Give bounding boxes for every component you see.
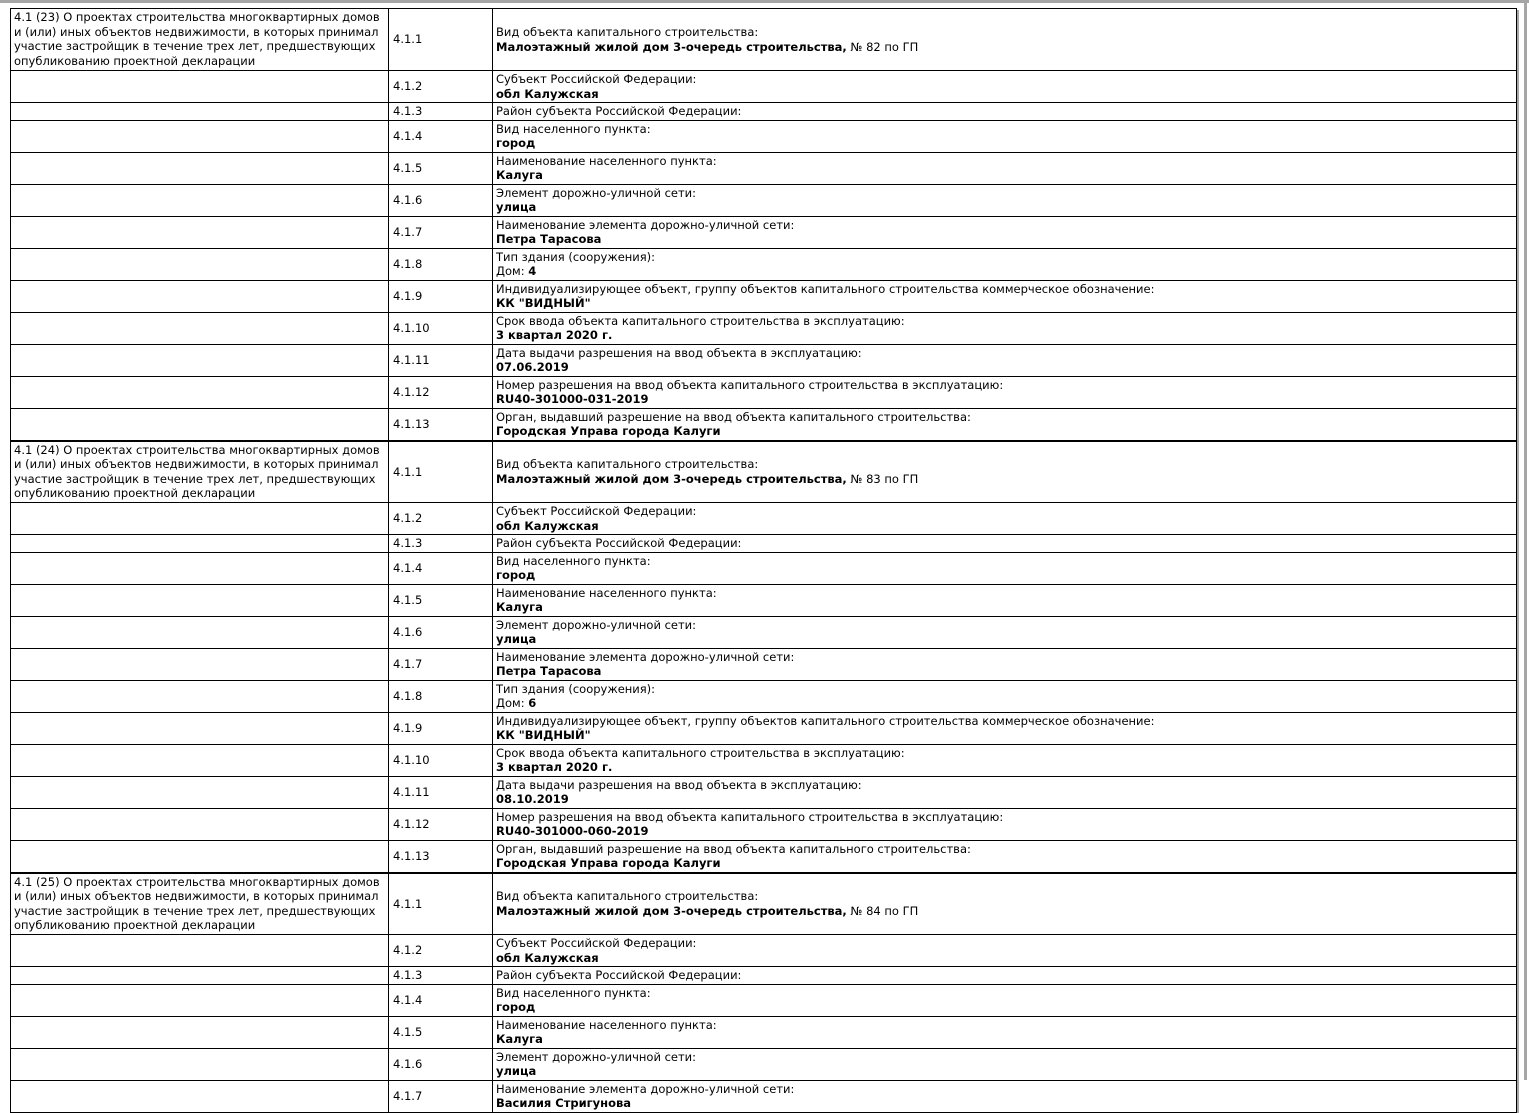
section-description-empty-cell [11, 1016, 389, 1048]
section-description-empty-cell [11, 935, 389, 967]
field-label: Элемент дорожно-уличной сети: [496, 617, 697, 632]
table-row [11, 584, 1517, 616]
field-value [496, 168, 1513, 183]
section-description-empty-cell [11, 840, 389, 873]
field-value [496, 904, 1513, 919]
field-label: Индивидуализирующее объект, группу объектов капитального строительства коммерческое обозначение: [496, 281, 1155, 296]
cropped-outer-table-top-edge [0, 0, 1529, 3]
field-value [496, 728, 1513, 743]
field-value-segment: № 84 по ГП [846, 903, 919, 918]
field-value [496, 296, 1513, 311]
row-number: 4.1.8 [389, 680, 493, 712]
field-value-bold-segment: город [496, 1000, 536, 1014]
table-row [11, 616, 1517, 648]
field-value-bold-segment: КК "ВИДНЫЙ" [496, 296, 591, 310]
section-description-empty-cell [11, 584, 389, 616]
section-description-empty-cell [11, 120, 389, 152]
field-label: Тип здания (сооружения): [496, 249, 656, 264]
section-description-empty-cell [11, 712, 389, 744]
field-value-bold-segment: Малоэтажный жилой дом 3-очередь строительства, [496, 471, 847, 486]
table-row [11, 408, 1517, 441]
field-value-segment: Дом: [496, 264, 529, 278]
field-label: Наименование населенного пункта: [496, 1017, 717, 1032]
table-row [11, 103, 1517, 121]
field-value [496, 40, 1513, 55]
row-number: 4.1.5 [389, 1016, 493, 1048]
row-number: 4.1.1 [389, 441, 493, 503]
row-number: 4.1.3 [389, 103, 493, 121]
field-value [496, 200, 1513, 215]
field-label: Наименование элемента дорожно-уличной сети: [496, 217, 795, 232]
row-number: 4.1.8 [389, 248, 493, 280]
field-label: Наименование элемента дорожно-уличной сети: [496, 649, 795, 664]
row-number: 4.1.6 [389, 1048, 493, 1080]
field-value-bold-segment: Петра Тарасова [496, 664, 602, 678]
table-row [11, 441, 1517, 503]
table-row [11, 680, 1517, 712]
section-description-empty-cell [11, 280, 389, 312]
row-content-cell [493, 680, 1517, 712]
section-description-empty-cell [11, 248, 389, 280]
field-value-bold-segment: Городская Управа города Калуги [496, 856, 721, 870]
section-description-empty-cell [11, 552, 389, 584]
row-content-cell [493, 376, 1517, 408]
field-value [496, 360, 1513, 375]
field-label: Вид объекта капитального строительства: [496, 457, 759, 472]
field-value-bold-segment: Калуга [496, 168, 543, 182]
table-row [11, 552, 1517, 584]
row-number: 4.1.2 [389, 71, 493, 103]
table-row [11, 9, 1517, 71]
field-value [496, 1096, 1513, 1111]
field-value-bold-segment: 6 [528, 696, 537, 710]
row-number: 4.1.6 [389, 616, 493, 648]
section-description-empty-cell [11, 776, 389, 808]
section-description-empty-cell [11, 680, 389, 712]
section-description: 4.1 (24) О проектах строительства многоквартирных домов и (или) иных объектов недвижимости, в которых принимал участие застройщик в течение трех лет, предшествующих опубликованию проектной декларации [11, 441, 389, 503]
row-content-cell [493, 584, 1517, 616]
section-description-empty-cell [11, 103, 389, 121]
field-value [496, 232, 1513, 247]
field-value-bold-segment: Калуга [496, 1032, 543, 1046]
row-content-cell [493, 441, 1517, 503]
row-content-cell [493, 1016, 1517, 1048]
table-row [11, 71, 1517, 103]
section-description-empty-cell [11, 984, 389, 1016]
row-number: 4.1.7 [389, 648, 493, 680]
section-description-empty-cell [11, 71, 389, 103]
table-row [11, 840, 1517, 873]
field-value-bold-segment: Калуга [496, 600, 543, 614]
section-description-empty-cell [11, 344, 389, 376]
field-value-bold-segment: улица [496, 1064, 537, 1078]
row-content-cell [493, 552, 1517, 584]
table-row [11, 1016, 1517, 1048]
row-content-cell [493, 408, 1517, 441]
row-number: 4.1.9 [389, 280, 493, 312]
section-description-empty-cell [11, 808, 389, 840]
table-row [11, 984, 1517, 1016]
row-number: 4.1.1 [389, 873, 493, 935]
field-label: Вид населенного пункта: [496, 121, 651, 136]
field-value [496, 1032, 1513, 1047]
table-row [11, 1048, 1517, 1080]
field-value-bold-segment: RU40-301000-031-2019 [496, 392, 649, 406]
field-label: Район субъекта Российской Федерации: [496, 104, 742, 118]
field-label: Элемент дорожно-уличной сети: [496, 1049, 697, 1064]
table-row [11, 152, 1517, 184]
field-value [496, 136, 1513, 151]
row-content-cell [493, 248, 1517, 280]
section-description-empty-cell [11, 184, 389, 216]
field-label: Номер разрешения на ввод объекта капитального строительства в эксплуатацию: [496, 377, 1004, 392]
section-description-empty-cell [11, 376, 389, 408]
table-row [11, 935, 1517, 967]
field-value [496, 87, 1513, 102]
section-description-empty-cell [11, 1048, 389, 1080]
row-content-cell [493, 967, 1517, 985]
table-row [11, 376, 1517, 408]
field-value [496, 1000, 1513, 1015]
row-content-cell [493, 312, 1517, 344]
row-content-cell [493, 873, 1517, 935]
row-content-cell [493, 503, 1517, 535]
row-content-cell [493, 648, 1517, 680]
field-label: Номер разрешения на ввод объекта капитального строительства в эксплуатацию: [496, 809, 1004, 824]
field-label: Вид объекта капитального строительства: [496, 889, 759, 904]
row-number: 4.1.9 [389, 712, 493, 744]
table-row [11, 503, 1517, 535]
project-declarations-table [10, 8, 1517, 1113]
field-value-segment: № 82 по ГП [846, 39, 919, 54]
table-row [11, 776, 1517, 808]
field-value [496, 760, 1513, 775]
field-label: Срок ввода объекта капитального строительства в эксплуатацию: [496, 313, 905, 328]
field-value [496, 696, 1513, 711]
field-label: Район субъекта Российской Федерации: [496, 536, 742, 550]
field-value-bold-segment: RU40-301000-060-2019 [496, 824, 649, 838]
cropped-outer-table-right-edge [1524, 0, 1527, 1080]
row-content-cell [493, 535, 1517, 553]
field-value [496, 600, 1513, 615]
section-description-empty-cell [11, 503, 389, 535]
row-number: 4.1.7 [389, 1080, 493, 1112]
row-content-cell [493, 776, 1517, 808]
table-row [11, 1080, 1517, 1112]
row-number: 4.1.5 [389, 584, 493, 616]
field-value-bold-segment: обл Калужская [496, 518, 599, 533]
field-value [496, 264, 1513, 279]
table-row [11, 120, 1517, 152]
row-number: 4.1.6 [389, 184, 493, 216]
row-number: 4.1.11 [389, 344, 493, 376]
project-declaration-document [10, 8, 1516, 1113]
field-value-segment: № 83 по ГП [846, 471, 919, 486]
row-number: 4.1.3 [389, 967, 493, 985]
row-number: 4.1.3 [389, 535, 493, 553]
field-label: Наименование населенного пункта: [496, 585, 717, 600]
table-row [11, 280, 1517, 312]
section-description-empty-cell [11, 312, 389, 344]
field-value [496, 824, 1513, 839]
field-value [496, 328, 1513, 343]
row-number: 4.1.12 [389, 376, 493, 408]
field-value-segment: Дом: [496, 696, 529, 710]
field-value-bold-segment: Василия Стригунова [496, 1096, 632, 1110]
field-value-bold-segment: КК "ВИДНЫЙ" [496, 728, 591, 742]
field-value-bold-segment: Петра Тарасова [496, 232, 602, 246]
field-label: Субъект Российской Федерации: [496, 504, 697, 518]
section-description: 4.1 (23) О проектах строительства многоквартирных домов и (или) иных объектов недвижимости, в которых принимал участие застройщик в течение трех лет, предшествующих опубликованию проектной декларации [11, 9, 389, 71]
row-content-cell [493, 1080, 1517, 1112]
row-number: 4.1.7 [389, 216, 493, 248]
row-content-cell [493, 744, 1517, 776]
field-label: Индивидуализирующее объект, группу объектов капитального строительства коммерческое обозначение: [496, 713, 1155, 728]
row-content-cell [493, 935, 1517, 967]
field-value [496, 664, 1513, 679]
table-row [11, 967, 1517, 985]
field-value [496, 424, 1513, 439]
field-value [496, 951, 1513, 966]
table-row [11, 873, 1517, 935]
field-value-bold-segment: улица [496, 200, 537, 214]
section-description-empty-cell [11, 616, 389, 648]
field-label: Наименование элемента дорожно-уличной сети: [496, 1081, 795, 1096]
table-row [11, 184, 1517, 216]
field-value-bold-segment: 3 квартал 2020 г. [496, 328, 613, 342]
table-row [11, 312, 1517, 344]
section-description-empty-cell [11, 1080, 389, 1112]
table-row [11, 216, 1517, 248]
row-content-cell [493, 616, 1517, 648]
field-label: Тип здания (сооружения): [496, 681, 656, 696]
field-label: Дата выдачи разрешения на ввод объекта в эксплуатацию: [496, 777, 862, 792]
section-description-empty-cell [11, 967, 389, 985]
field-value [496, 856, 1513, 871]
row-content-cell [493, 808, 1517, 840]
field-label: Наименование населенного пункта: [496, 153, 717, 168]
row-number: 4.1.11 [389, 776, 493, 808]
field-value-bold-segment: город [496, 568, 536, 582]
field-value [496, 519, 1513, 534]
section-description-empty-cell [11, 744, 389, 776]
field-value [496, 568, 1513, 583]
field-value-bold-segment: 4 [528, 264, 537, 278]
field-label: Вид населенного пункта: [496, 985, 651, 1000]
row-content-cell [493, 103, 1517, 121]
row-content-cell [493, 280, 1517, 312]
row-number: 4.1.1 [389, 9, 493, 71]
row-content-cell [493, 712, 1517, 744]
field-value-bold-segment: улица [496, 632, 537, 646]
table-row [11, 344, 1517, 376]
field-value [496, 792, 1513, 807]
row-number: 4.1.13 [389, 840, 493, 873]
field-label: Орган, выдавший разрешение на ввод объекта капитального строительства: [496, 409, 971, 424]
table-row [11, 712, 1517, 744]
field-value [496, 472, 1513, 487]
row-content-cell [493, 120, 1517, 152]
section-description-empty-cell [11, 535, 389, 553]
section-description: 4.1 (25) О проектах строительства многоквартирных домов и (или) иных объектов недвижимости, в которых принимал участие застройщик в течение трех лет, предшествующих опубликованию проектной декларации [11, 873, 389, 935]
row-number: 4.1.13 [389, 408, 493, 441]
declaration-table-body [11, 9, 1517, 1113]
table-row [11, 808, 1517, 840]
field-label: Субъект Российской Федерации: [496, 72, 697, 86]
field-label: Срок ввода объекта капитального строительства в эксплуатацию: [496, 745, 905, 760]
table-row [11, 248, 1517, 280]
section-description-empty-cell [11, 408, 389, 441]
field-value-bold-segment: Городская Управа города Калуги [496, 424, 721, 438]
row-number: 4.1.4 [389, 984, 493, 1016]
field-label: Вид населенного пункта: [496, 553, 651, 568]
field-value-bold-segment: обл Калужская [496, 86, 599, 101]
field-value-bold-segment: Малоэтажный жилой дом 3-очередь строительства, [496, 39, 847, 54]
section-description-empty-cell [11, 152, 389, 184]
table-row [11, 535, 1517, 553]
row-content-cell [493, 9, 1517, 71]
row-content-cell [493, 984, 1517, 1016]
row-content-cell [493, 184, 1517, 216]
row-content-cell [493, 152, 1517, 184]
field-value-bold-segment: Малоэтажный жилой дом 3-очередь строительства, [496, 903, 847, 918]
field-value [496, 392, 1513, 407]
section-description-empty-cell [11, 648, 389, 680]
row-number: 4.1.2 [389, 503, 493, 535]
row-number: 4.1.4 [389, 120, 493, 152]
field-value-bold-segment: 07.06.2019 [496, 360, 569, 374]
field-value [496, 632, 1513, 647]
field-label: Район субъекта Российской Федерации: [496, 968, 742, 982]
field-value [496, 1064, 1513, 1079]
row-content-cell [493, 1048, 1517, 1080]
row-number: 4.1.12 [389, 808, 493, 840]
table-row [11, 648, 1517, 680]
field-value-bold-segment: 08.10.2019 [496, 792, 569, 806]
field-value-bold-segment: город [496, 136, 536, 150]
field-label: Дата выдачи разрешения на ввод объекта в эксплуатацию: [496, 345, 862, 360]
row-content-cell [493, 840, 1517, 873]
section-description-empty-cell [11, 216, 389, 248]
row-number: 4.1.4 [389, 552, 493, 584]
row-number: 4.1.10 [389, 312, 493, 344]
row-content-cell [493, 71, 1517, 103]
field-value-bold-segment: 3 квартал 2020 г. [496, 760, 613, 774]
field-value-bold-segment: обл Калужская [496, 950, 599, 965]
row-number: 4.1.2 [389, 935, 493, 967]
row-content-cell [493, 344, 1517, 376]
field-label: Вид объекта капитального строительства: [496, 25, 759, 39]
field-label: Орган, выдавший разрешение на ввод объекта капитального строительства: [496, 841, 971, 856]
field-label: Субъект Российской Федерации: [496, 936, 697, 950]
field-label: Элемент дорожно-уличной сети: [496, 185, 697, 200]
row-number: 4.1.5 [389, 152, 493, 184]
row-content-cell [493, 216, 1517, 248]
row-number: 4.1.10 [389, 744, 493, 776]
table-row [11, 744, 1517, 776]
